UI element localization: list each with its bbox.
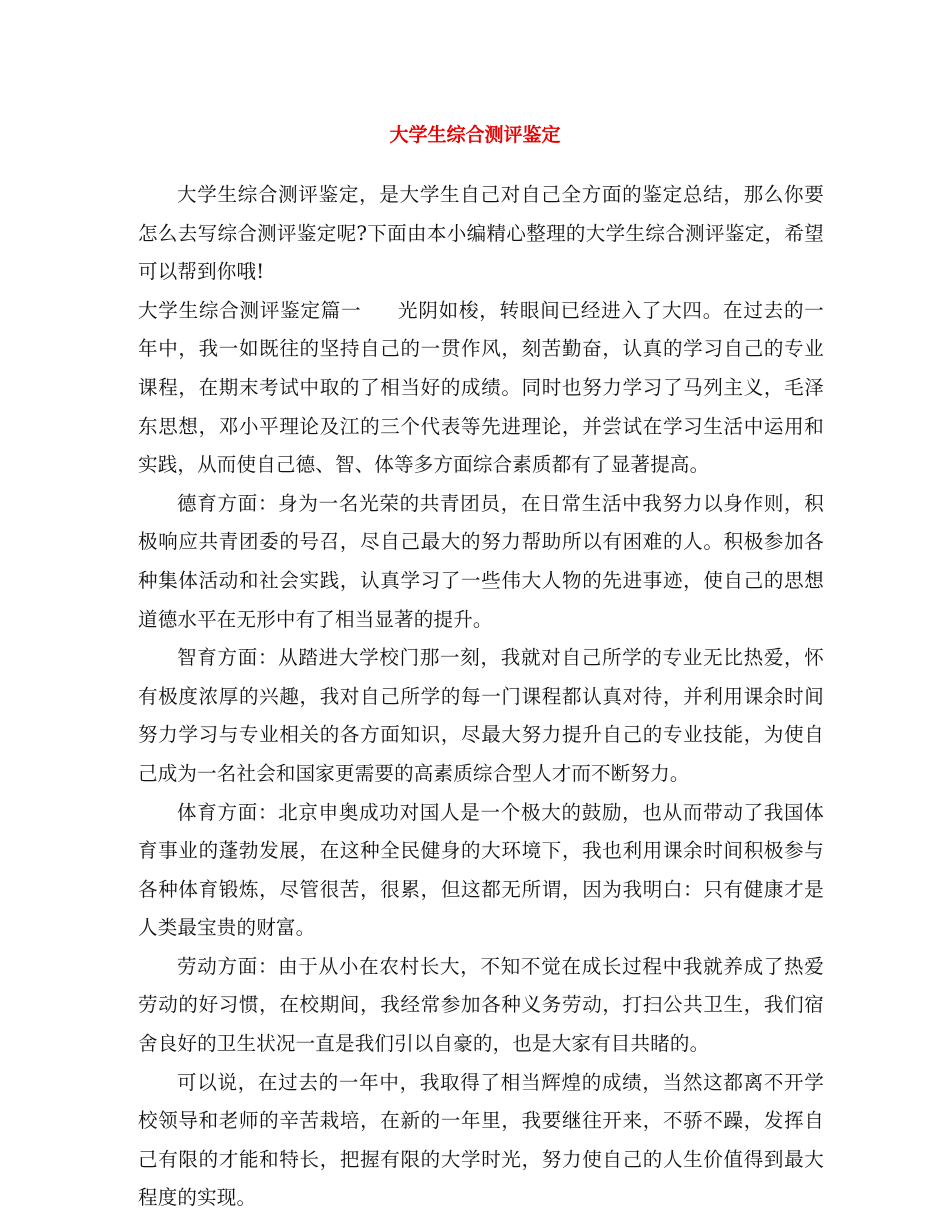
moral-education-paragraph: 德育方面：身为一名光荣的共青团员，在日常生活中我努力以身作则，积极响应共青团委的号召，尽自己最大的努力帮助所以有困难的人。积极参加各种集体活动和社会实践，认真学习了一些伟大人物的先进事迹，使自己的思想道德水平在无形中有了相当显著的提升。 [138, 491, 824, 631]
section-heading: 大学生综合测评鉴定篇一 [138, 298, 362, 322]
physical-education-paragraph: 体育方面：北京申奥成功对国人是一个极大的鼓励，也从而带动了我国体育事业的蓬勃发展，在这种全民健身的大环境下，我也利用课余时间积极参与各种体育锻炼，尽管很苦，很累，但这都无所谓，因为我明白：只有健康才是人类最宝贵的财富。 [138, 800, 824, 940]
section-paragraph [138, 292, 824, 485]
conclusion-paragraph: 可以说，在过去的一年中，我取得了相当辉煌的成绩，当然这都离不开学校领导和老师的辛苦栽培，在新的一年里，我要继往开来，不骄不躁，发挥自己有限的才能和特长，把握有限的大学时光，努力使自己的人生价值得到最大程度的实现。 [138, 1070, 824, 1210]
intellectual-education-paragraph: 智育方面：从踏进大学校门那一刻，我就对自己所学的专业无比热爱，怀有极度浓厚的兴趣，我对自己所学的每一门课程都认真对待，并利用课余时间努力学习与专业相关的各方面知识，尽最大努力提升自己的专业技能，为使自己成为一名社会和国家更需要的高素质综合型人才而不断努力。 [138, 646, 824, 785]
section-opening-text: 光阴如梭，转眼间已经进入了大四。在过去的一年中，我一如既往的坚持自己的一贯作风，刻苦勤奋，认真的学习自己的专业课程，在期末考试中取的了相当好的成绩。同时也努力学习了马列主义，毛泽东思想，邓小平理论及江的三个代表等先进理论，并尝试在学习生活中运用和实践，从而使自己德、智、体等多方面综合素质都有了显著提高。 [138, 298, 824, 477]
document-title: 大学生综合测评鉴定 [389, 124, 561, 146]
labor-paragraph: 劳动方面：由于从小在农村长大，不知不觉在成长过程中我就养成了热爱劳动的好习惯，在校期间，我经常参加各种义务劳动，打扫公共卫生，我们宿舍良好的卫生状况一直是我们引以自豪的，也是大家有目共睹的。 [138, 954, 824, 1056]
intro-paragraph: 大学生综合测评鉴定，是大学生自己对自己全方面的鉴定总结，那么你要怎么去写综合测评鉴定呢?下面由本小编精心整理的大学生综合测评鉴定，希望可以帮到你哦! [138, 183, 824, 284]
document-body [138, 176, 824, 1218]
